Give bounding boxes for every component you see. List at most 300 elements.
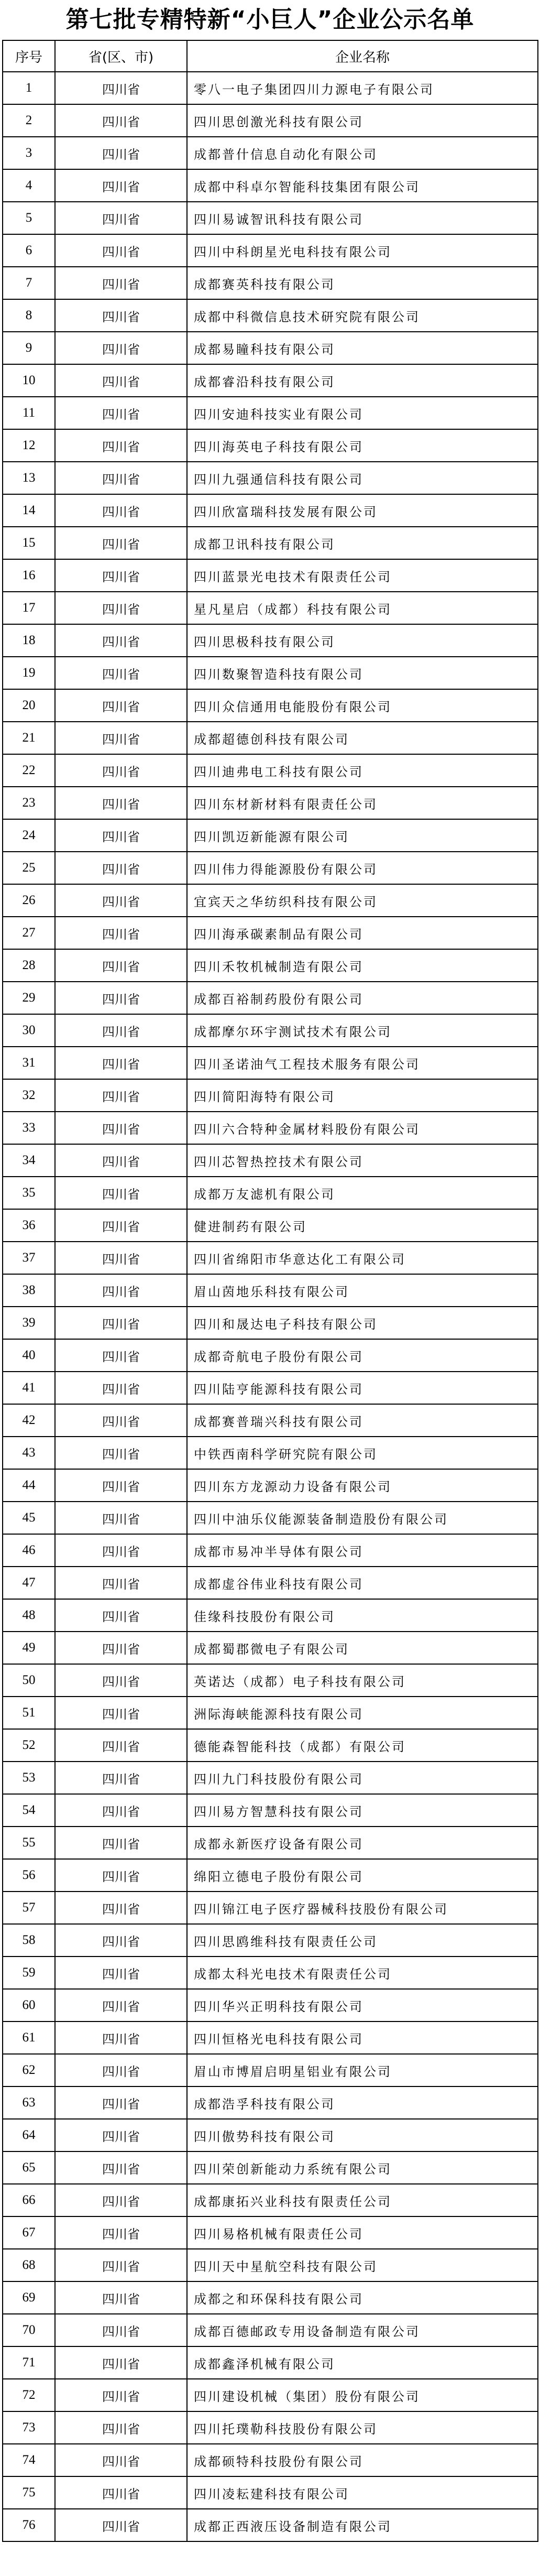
- table-row: [3, 397, 538, 429]
- row-province-cell: 四川省: [55, 1242, 187, 1274]
- row-province-cell: 四川省: [55, 2216, 187, 2249]
- row-seq-cell: 26: [3, 884, 55, 917]
- row-seq-cell: 12: [3, 429, 55, 462]
- table-row: [3, 364, 538, 397]
- table-row: [3, 1144, 538, 1177]
- table-row: [3, 949, 538, 982]
- row-province-cell: 四川省: [55, 1664, 187, 1697]
- row-province-cell: 四川省: [55, 2346, 187, 2379]
- table-row: [3, 592, 538, 624]
- row-seq-cell: 41: [3, 1372, 55, 1404]
- table-row: [3, 689, 538, 722]
- row-seq-cell: 52: [3, 1729, 55, 1762]
- row-province-cell: 四川省: [55, 2184, 187, 2216]
- row-province-cell: 四川省: [55, 624, 187, 657]
- row-province-cell: 四川省: [55, 299, 187, 332]
- row-seq-cell: 7: [3, 267, 55, 299]
- row-province-cell: 四川省: [55, 1989, 187, 2021]
- table-row: [3, 1827, 538, 1859]
- row-seq-cell: 51: [3, 1697, 55, 1729]
- row-seq-cell: 2: [3, 104, 55, 137]
- row-province-cell: 四川省: [55, 1892, 187, 1924]
- row-company-name-cell: 成都蜀郡微电子有限公司: [187, 1632, 538, 1664]
- row-province-cell: 四川省: [55, 2086, 187, 2119]
- row-seq-cell: 53: [3, 1762, 55, 1794]
- row-seq-cell: 39: [3, 1307, 55, 1339]
- row-seq-cell: 54: [3, 1794, 55, 1827]
- table-row: [3, 2444, 538, 2476]
- header-province: 省(区、市): [55, 40, 187, 72]
- row-province-cell: 四川省: [55, 1112, 187, 1144]
- row-seq-cell: 58: [3, 1924, 55, 1957]
- table-row: [3, 202, 538, 234]
- row-seq-cell: 35: [3, 1177, 55, 1209]
- table-row: [3, 1502, 538, 1534]
- row-seq-cell: 25: [3, 852, 55, 884]
- table-row: [3, 1014, 538, 1047]
- row-province-cell: 四川省: [55, 1079, 187, 1112]
- row-seq-cell: 19: [3, 657, 55, 689]
- row-seq-cell: 72: [3, 2379, 55, 2411]
- table-row: [3, 2086, 538, 2119]
- row-company-name-cell: 四川中科朗星光电科技有限公司: [187, 234, 538, 267]
- row-company-name-cell: 眉山市博眉启明星铝业有限公司: [187, 2054, 538, 2086]
- row-province-cell: 四川省: [55, 494, 187, 527]
- row-seq-cell: 24: [3, 819, 55, 852]
- row-province-cell: 四川省: [55, 397, 187, 429]
- row-province-cell: 四川省: [55, 1372, 187, 1404]
- table-row: [3, 2184, 538, 2216]
- row-company-name-cell: 四川中油乐仪能源装备制造股份有限公司: [187, 1502, 538, 1534]
- row-company-name-cell: 四川傲势科技有限公司: [187, 2119, 538, 2151]
- row-seq-cell: 30: [3, 1014, 55, 1047]
- row-company-name-cell: 成都虚谷伟业科技有限公司: [187, 1567, 538, 1599]
- row-province-cell: 四川省: [55, 689, 187, 722]
- table-row: [3, 787, 538, 819]
- row-seq-cell: 17: [3, 592, 55, 624]
- row-province-cell: 四川省: [55, 2021, 187, 2054]
- row-province-cell: 四川省: [55, 884, 187, 917]
- table-row: [3, 234, 538, 267]
- table-row: [3, 2281, 538, 2314]
- row-province-cell: 四川省: [55, 559, 187, 592]
- table-row: [3, 884, 538, 917]
- row-company-name-cell: 成都浩孚科技有限公司: [187, 2086, 538, 2119]
- row-province-cell: 四川省: [55, 657, 187, 689]
- table-row: [3, 1339, 538, 1372]
- row-seq-cell: 75: [3, 2476, 55, 2509]
- row-company-name-cell: 四川思极科技有限公司: [187, 624, 538, 657]
- table-row: [3, 2054, 538, 2086]
- row-province-cell: 四川省: [55, 1047, 187, 1079]
- row-company-name-cell: 成都之和环保科技有限公司: [187, 2281, 538, 2314]
- row-company-name-cell: 四川凌耘建科技有限公司: [187, 2476, 538, 2509]
- row-seq-cell: 18: [3, 624, 55, 657]
- row-company-name-cell: 四川锦江电子医疗器械科技股份有限公司: [187, 1892, 538, 1924]
- row-company-name-cell: 四川凯迈新能源有限公司: [187, 819, 538, 852]
- row-company-name-cell: 四川蓝景光电技术有限责任公司: [187, 559, 538, 592]
- row-province-cell: 四川省: [55, 1014, 187, 1047]
- row-company-name-cell: 英诺达（成都）电子科技有限公司: [187, 1664, 538, 1697]
- row-company-name-cell: 四川安迪科技实业有限公司: [187, 397, 538, 429]
- table-row: [3, 1762, 538, 1794]
- row-seq-cell: 47: [3, 1567, 55, 1599]
- table-row: [3, 429, 538, 462]
- table-row: [3, 1274, 538, 1307]
- table-row: [3, 1599, 538, 1632]
- table-row: [3, 2021, 538, 2054]
- row-seq-cell: 33: [3, 1112, 55, 1144]
- table-row: [3, 1047, 538, 1079]
- table-row: [3, 1697, 538, 1729]
- table-row: [3, 72, 538, 104]
- table-row: [3, 2119, 538, 2151]
- row-province-cell: 四川省: [55, 104, 187, 137]
- row-company-name-cell: 四川圣诺油气工程技术服务有限公司: [187, 1047, 538, 1079]
- row-company-name-cell: 成都市易冲半导体有限公司: [187, 1534, 538, 1567]
- row-province-cell: 四川省: [55, 1534, 187, 1567]
- row-company-name-cell: 成都中科卓尔智能科技集团有限公司: [187, 169, 538, 202]
- row-company-name-cell: 宜宾天之华纺织科技有限公司: [187, 884, 538, 917]
- row-company-name-cell: 成都赛普瑞兴科技有限公司: [187, 1404, 538, 1437]
- table-row: [3, 2509, 538, 2541]
- table-row: [3, 559, 538, 592]
- row-company-name-cell: 四川六合特种金属材料股份有限公司: [187, 1112, 538, 1144]
- row-company-name-cell: 四川简阳海特有限公司: [187, 1079, 538, 1112]
- row-province-cell: 四川省: [55, 2476, 187, 2509]
- table-row: [3, 2216, 538, 2249]
- table-row: [3, 1372, 538, 1404]
- row-company-name-cell: 成都普什信息自动化有限公司: [187, 137, 538, 169]
- row-company-name-cell: 成都太科光电技术有限责任公司: [187, 1957, 538, 1989]
- row-province-cell: 四川省: [55, 267, 187, 299]
- row-company-name-cell: 四川思创激光科技有限公司: [187, 104, 538, 137]
- row-province-cell: 四川省: [55, 1567, 187, 1599]
- row-seq-cell: 64: [3, 2119, 55, 2151]
- row-seq-cell: 45: [3, 1502, 55, 1534]
- row-company-name-cell: 四川托璞勒科技股份有限公司: [187, 2411, 538, 2444]
- row-company-name-cell: 佳缘科技股份有限公司: [187, 1599, 538, 1632]
- row-seq-cell: 15: [3, 527, 55, 559]
- row-seq-cell: 37: [3, 1242, 55, 1274]
- row-seq-cell: 62: [3, 2054, 55, 2086]
- table-row: [3, 2151, 538, 2184]
- row-province-cell: 四川省: [55, 234, 187, 267]
- table-row: [3, 2411, 538, 2444]
- row-seq-cell: 66: [3, 2184, 55, 2216]
- row-seq-cell: 50: [3, 1664, 55, 1697]
- company-list-table: [2, 40, 538, 2542]
- row-company-name-cell: 四川禾牧机械制造有限公司: [187, 949, 538, 982]
- row-province-cell: 四川省: [55, 1924, 187, 1957]
- row-company-name-cell: 四川恒格光电科技有限公司: [187, 2021, 538, 2054]
- row-seq-cell: 48: [3, 1599, 55, 1632]
- row-company-name-cell: 四川易诚智讯科技有限公司: [187, 202, 538, 234]
- table-row: [3, 1729, 538, 1762]
- row-company-name-cell: 成都百裕制药股份有限公司: [187, 982, 538, 1014]
- row-company-name-cell: 成都鑫泽机械有限公司: [187, 2346, 538, 2379]
- table-row: [3, 982, 538, 1014]
- row-company-name-cell: 成都睿沿科技有限公司: [187, 364, 538, 397]
- row-company-name-cell: 成都万友滤机有限公司: [187, 1177, 538, 1209]
- row-province-cell: 四川省: [55, 332, 187, 364]
- row-province-cell: 四川省: [55, 787, 187, 819]
- row-province-cell: 四川省: [55, 1859, 187, 1892]
- row-seq-cell: 63: [3, 2086, 55, 2119]
- row-province-cell: 四川省: [55, 1957, 187, 1989]
- table-row: [3, 2379, 538, 2411]
- row-province-cell: 四川省: [55, 949, 187, 982]
- table-row: [3, 2249, 538, 2281]
- table-row: [3, 332, 538, 364]
- table-row: [3, 137, 538, 169]
- row-company-name-cell: 成都摩尔环宇测试技术有限公司: [187, 1014, 538, 1047]
- row-company-name-cell: 零八一电子集团四川力源电子有限公司: [187, 72, 538, 104]
- row-company-name-cell: 四川易方智慧科技有限公司: [187, 1794, 538, 1827]
- row-seq-cell: 16: [3, 559, 55, 592]
- row-province-cell: 四川省: [55, 2444, 187, 2476]
- row-seq-cell: 46: [3, 1534, 55, 1567]
- row-seq-cell: 60: [3, 1989, 55, 2021]
- row-province-cell: 四川省: [55, 1274, 187, 1307]
- table-row: [3, 852, 538, 884]
- table-row: [3, 1567, 538, 1599]
- row-province-cell: 四川省: [55, 169, 187, 202]
- row-province-cell: 四川省: [55, 137, 187, 169]
- table-row: [3, 2346, 538, 2379]
- row-seq-cell: 36: [3, 1209, 55, 1242]
- row-seq-cell: 11: [3, 397, 55, 429]
- row-province-cell: 四川省: [55, 982, 187, 1014]
- row-seq-cell: 40: [3, 1339, 55, 1372]
- row-seq-cell: 43: [3, 1437, 55, 1469]
- row-province-cell: 四川省: [55, 2249, 187, 2281]
- row-seq-cell: 59: [3, 1957, 55, 1989]
- row-seq-cell: 34: [3, 1144, 55, 1177]
- row-seq-cell: 8: [3, 299, 55, 332]
- row-company-name-cell: 四川海英电子科技有限公司: [187, 429, 538, 462]
- row-province-cell: 四川省: [55, 1307, 187, 1339]
- row-company-name-cell: 四川思鸥维科技有限责任公司: [187, 1924, 538, 1957]
- row-seq-cell: 65: [3, 2151, 55, 2184]
- table-row: [3, 1859, 538, 1892]
- row-province-cell: 四川省: [55, 2054, 187, 2086]
- page-title: 第七批专精特新“小巨人”企业公示名单: [65, 6, 475, 33]
- row-company-name-cell: 四川芯智热控技术有限公司: [187, 1144, 538, 1177]
- row-province-cell: 四川省: [55, 1404, 187, 1437]
- row-company-name-cell: 四川陆亨能源科技有限公司: [187, 1372, 538, 1404]
- row-seq-cell: 68: [3, 2249, 55, 2281]
- table-row: [3, 2476, 538, 2509]
- table-row: [3, 1469, 538, 1502]
- table-row: [3, 527, 538, 559]
- row-province-cell: 四川省: [55, 462, 187, 494]
- table-row: [3, 169, 538, 202]
- row-province-cell: 四川省: [55, 852, 187, 884]
- row-company-name-cell: 成都百德邮政专用设备制造有限公司: [187, 2314, 538, 2346]
- table-row: [3, 494, 538, 527]
- row-company-name-cell: 四川华兴正明科技有限公司: [187, 1989, 538, 2021]
- row-province-cell: 四川省: [55, 1697, 187, 1729]
- row-company-name-cell: 成都超德创科技有限公司: [187, 722, 538, 754]
- row-province-cell: 四川省: [55, 2119, 187, 2151]
- row-seq-cell: 20: [3, 689, 55, 722]
- row-company-name-cell: 成都中科微信息技术研究院有限公司: [187, 299, 538, 332]
- row-seq-cell: 14: [3, 494, 55, 527]
- row-seq-cell: 56: [3, 1859, 55, 1892]
- row-province-cell: 四川省: [55, 1729, 187, 1762]
- row-seq-cell: 74: [3, 2444, 55, 2476]
- row-seq-cell: 28: [3, 949, 55, 982]
- row-company-name-cell: 成都正西液压设备制造有限公司: [187, 2509, 538, 2541]
- row-seq-cell: 9: [3, 332, 55, 364]
- table-row: [3, 1437, 538, 1469]
- row-seq-cell: 3: [3, 137, 55, 169]
- row-province-cell: 四川省: [55, 819, 187, 852]
- row-province-cell: 四川省: [55, 1827, 187, 1859]
- row-company-name-cell: 四川天中星航空科技有限公司: [187, 2249, 538, 2281]
- row-province-cell: 四川省: [55, 1177, 187, 1209]
- row-company-name-cell: 四川九门科技股份有限公司: [187, 1762, 538, 1794]
- table-header-row: [3, 40, 538, 72]
- row-seq-cell: 27: [3, 917, 55, 949]
- row-province-cell: 四川省: [55, 2509, 187, 2541]
- table-row: [3, 267, 538, 299]
- row-company-name-cell: 四川建设机械（集团）股份有限公司: [187, 2379, 538, 2411]
- row-company-name-cell: 四川和晟达电子科技有限公司: [187, 1307, 538, 1339]
- row-province-cell: 四川省: [55, 1502, 187, 1534]
- row-company-name-cell: 四川海承碳素制品有限公司: [187, 917, 538, 949]
- table-row: [3, 1989, 538, 2021]
- row-province-cell: 四川省: [55, 592, 187, 624]
- row-seq-cell: 6: [3, 234, 55, 267]
- row-company-name-cell: 健进制药有限公司: [187, 1209, 538, 1242]
- row-province-cell: 四川省: [55, 754, 187, 787]
- row-seq-cell: 38: [3, 1274, 55, 1307]
- row-province-cell: 四川省: [55, 1339, 187, 1372]
- table-row: [3, 1632, 538, 1664]
- row-province-cell: 四川省: [55, 722, 187, 754]
- table-row: [3, 1079, 538, 1112]
- row-province-cell: 四川省: [55, 1209, 187, 1242]
- row-company-name-cell: 四川易格机械有限责任公司: [187, 2216, 538, 2249]
- row-province-cell: 四川省: [55, 1469, 187, 1502]
- row-company-name-cell: 洲际海峡能源科技有限公司: [187, 1697, 538, 1729]
- table-row: [3, 1534, 538, 1567]
- row-seq-cell: 4: [3, 169, 55, 202]
- header-company-name: 企业名称: [187, 40, 538, 72]
- table-row: [3, 1924, 538, 1957]
- row-province-cell: 四川省: [55, 2314, 187, 2346]
- row-seq-cell: 57: [3, 1892, 55, 1924]
- table-row: [3, 1112, 538, 1144]
- table-row: [3, 1242, 538, 1274]
- table-row: [3, 1177, 538, 1209]
- table-row: [3, 819, 538, 852]
- row-company-name-cell: 四川数聚智造科技有限公司: [187, 657, 538, 689]
- row-seq-cell: 49: [3, 1632, 55, 1664]
- row-seq-cell: 13: [3, 462, 55, 494]
- table-row: [3, 1892, 538, 1924]
- row-seq-cell: 32: [3, 1079, 55, 1112]
- row-province-cell: 四川省: [55, 1599, 187, 1632]
- row-company-name-cell: 成都永新医疗设备有限公司: [187, 1827, 538, 1859]
- row-seq-cell: 10: [3, 364, 55, 397]
- row-province-cell: 四川省: [55, 202, 187, 234]
- table-row: [3, 104, 538, 137]
- table-row: [3, 2314, 538, 2346]
- row-province-cell: 四川省: [55, 917, 187, 949]
- row-seq-cell: 76: [3, 2509, 55, 2541]
- table-row: [3, 1209, 538, 1242]
- row-seq-cell: 61: [3, 2021, 55, 2054]
- row-seq-cell: 69: [3, 2281, 55, 2314]
- row-company-name-cell: 中铁西南科学研究院有限公司: [187, 1437, 538, 1469]
- row-province-cell: 四川省: [55, 429, 187, 462]
- row-seq-cell: 5: [3, 202, 55, 234]
- row-company-name-cell: 四川欣富瑞科技发展有限公司: [187, 494, 538, 527]
- row-province-cell: 四川省: [55, 1762, 187, 1794]
- row-company-name-cell: 四川省绵阳市华意达化工有限公司: [187, 1242, 538, 1274]
- row-province-cell: 四川省: [55, 1144, 187, 1177]
- row-company-name-cell: 四川迪弗电工科技有限公司: [187, 754, 538, 787]
- row-seq-cell: 44: [3, 1469, 55, 1502]
- row-company-name-cell: 成都卫讯科技有限公司: [187, 527, 538, 559]
- row-province-cell: 四川省: [55, 2411, 187, 2444]
- row-seq-cell: 22: [3, 754, 55, 787]
- row-company-name-cell: 四川荣创新能动力系统有限公司: [187, 2151, 538, 2184]
- row-company-name-cell: 四川东材新材料有限责任公司: [187, 787, 538, 819]
- row-province-cell: 四川省: [55, 2281, 187, 2314]
- row-seq-cell: 23: [3, 787, 55, 819]
- row-seq-cell: 29: [3, 982, 55, 1014]
- row-company-name-cell: 眉山茵地乐科技有限公司: [187, 1274, 538, 1307]
- row-province-cell: 四川省: [55, 72, 187, 104]
- row-seq-cell: 73: [3, 2411, 55, 2444]
- row-company-name-cell: 四川伟力得能源股份有限公司: [187, 852, 538, 884]
- row-company-name-cell: 成都硕特科技股份有限公司: [187, 2444, 538, 2476]
- table-row: [3, 917, 538, 949]
- table-row: [3, 722, 538, 754]
- row-province-cell: 四川省: [55, 1437, 187, 1469]
- row-company-name-cell: 德能森智能科技（成都）有限公司: [187, 1729, 538, 1762]
- header-seq: 序号: [3, 40, 55, 72]
- table-row: [3, 754, 538, 787]
- table-row: [3, 1404, 538, 1437]
- row-company-name-cell: 四川东方龙源动力设备有限公司: [187, 1469, 538, 1502]
- row-company-name-cell: 绵阳立德电子股份有限公司: [187, 1859, 538, 1892]
- row-seq-cell: 1: [3, 72, 55, 104]
- table-row: [3, 1664, 538, 1697]
- row-seq-cell: 55: [3, 1827, 55, 1859]
- row-province-cell: 四川省: [55, 1632, 187, 1664]
- table-row: [3, 624, 538, 657]
- row-seq-cell: 67: [3, 2216, 55, 2249]
- row-company-name-cell: 成都康拓兴业科技有限责任公司: [187, 2184, 538, 2216]
- table-row: [3, 1794, 538, 1827]
- row-seq-cell: 70: [3, 2314, 55, 2346]
- table-row: [3, 462, 538, 494]
- row-province-cell: 四川省: [55, 1794, 187, 1827]
- row-seq-cell: 42: [3, 1404, 55, 1437]
- row-seq-cell: 31: [3, 1047, 55, 1079]
- table-row: [3, 657, 538, 689]
- table-row: [3, 299, 538, 332]
- row-seq-cell: 71: [3, 2346, 55, 2379]
- row-company-name-cell: 四川九强通信科技有限公司: [187, 462, 538, 494]
- row-province-cell: 四川省: [55, 527, 187, 559]
- row-province-cell: 四川省: [55, 2379, 187, 2411]
